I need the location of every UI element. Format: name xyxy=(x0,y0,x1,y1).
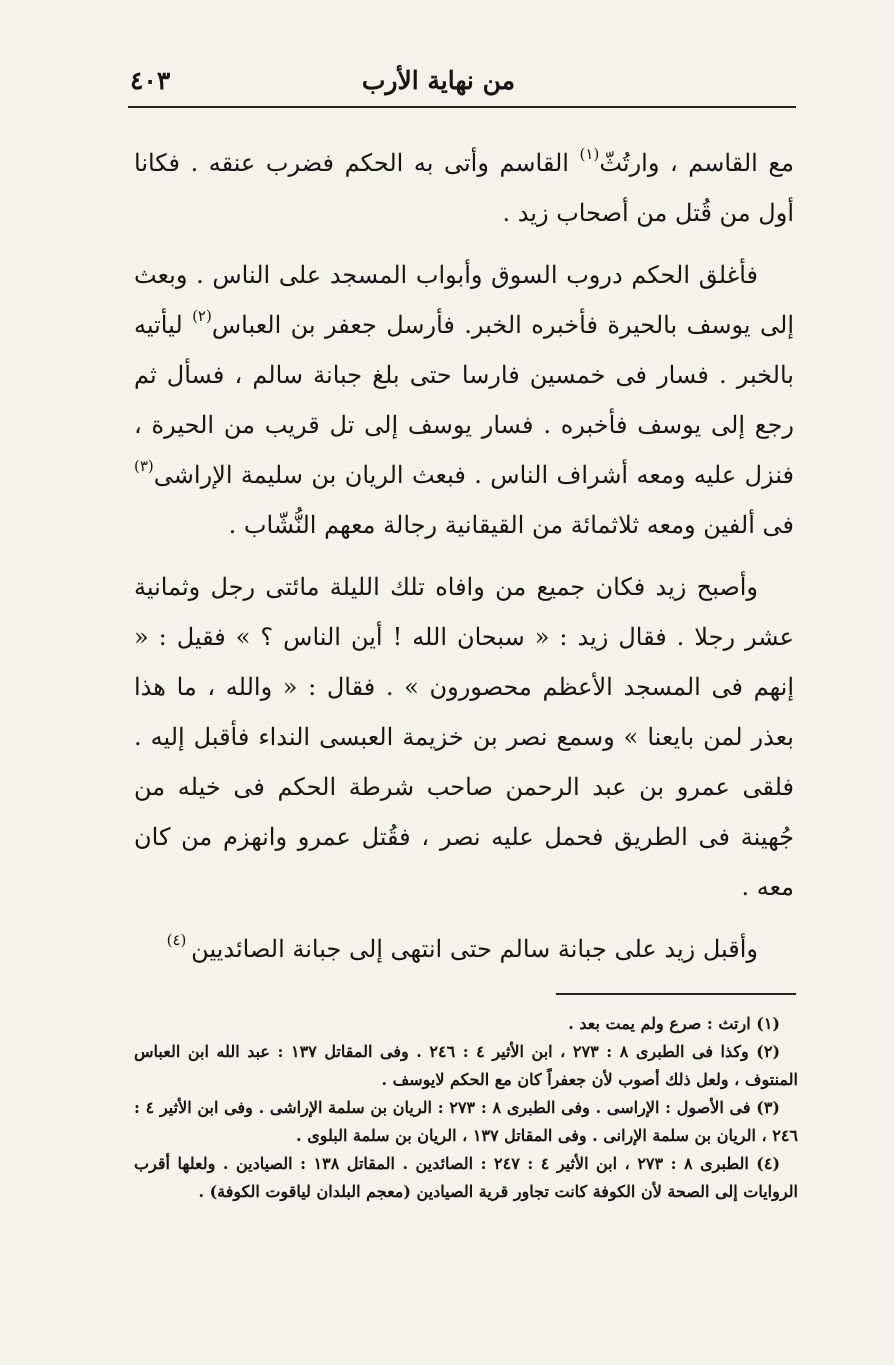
header-rule xyxy=(128,106,796,108)
paragraph-3 xyxy=(134,562,794,912)
footnote-4: (٤) الطبرى ٨ : ٢٧٣ ، ابن الأثير ٤ : ٢٤٧ : الصائدين . المقاتل ١٣٨ : الصيادين . ولعلها أقرب الروايات إلى الصحة لأن الكوفة كانت تجاور قرية الصيادين (معجم البلدان لياقوت الكوفة) . xyxy=(134,1154,798,1201)
text-segment: القاسم وأتى به الحكم فضرب عنقه . فكانا أول من قُتل من أصحاب زيد . xyxy=(134,149,794,227)
running-header xyxy=(130,62,795,102)
footnote-marker-3: (٣) xyxy=(134,457,154,475)
footnote-2: (٢) وكذا فى الطبرى ٨ : ٢٧٣ ، ابن الأثير ٤ : ٢٤٦ . وفى المقاتل ١٣٧ : عبد الله ابن العباس المنتوف ، ولعل ذلك أصوب لأن جعفراً كان مع الحكم لايوسف . xyxy=(134,1042,798,1089)
text-segment: وأقبل زيد على جبانة سالم حتى انتهى إلى جبانة الصائديين xyxy=(191,935,758,963)
text-segment: فى ألفين ومعه ثلاثمائة من القيقانية رجالة معهم النُّشّاب . xyxy=(228,511,794,539)
footnote-marker-2: (٢) xyxy=(192,307,212,325)
running-title: من نهاية الأرب xyxy=(361,66,515,95)
text-segment: فأغلق الحكم دروب السوق وأبواب المسجد على الناس . وبعث إلى يوسف بالحيرة فأخبره الخبر. فأرسل جعفر بن العباس xyxy=(134,261,794,339)
footnotes xyxy=(134,1010,798,1206)
text-segment: وأصبح زيد فكان جميع من وافاه تلك الليلة مائتى رجل وثمانية عشر رجلا . فقال زيد : « سبحان الله ! أين الناس ؟ » فقيل : « إنهم فى المسجد الأعظم محصورون » . فقال : « والله ، ما هذا بعذر لمن بايعنا » وسمع نصر بن خزيمة العبسى النداء فأقبل إليه . فلقى عمرو بن عبد الرحمن صاحب شرطة الحكم فى خيله من جُهينة فى الطريق فحمل عليه نصر ، فقُتل عمرو وانهزم من كان معه . xyxy=(134,573,795,901)
paragraph-1 xyxy=(134,138,794,238)
footnote-separator xyxy=(556,993,796,995)
paragraph-4 xyxy=(134,924,794,974)
text-segment: مع القاسم ، وارتُثّ xyxy=(599,149,794,177)
text-segment: ليأتيه بالخبر . فسار فى خمسين فارسا حتى بلغ جبانة سالم ، فسأل ثم رجع إلى يوسف فأخبره . فسار يوسف إلى تل قريب من الحيرة ، فنزل عليه ومعه أشراف الناس . فبعث الريان بن سليمة الإراشى xyxy=(134,311,794,489)
main-text xyxy=(134,138,794,974)
footnote-marker-1: (١) xyxy=(579,145,600,163)
footnote-3: (٣) فى الأصول : الإراسى . وفى الطبرى ٨ : ٢٧٣ : الريان بن سلمة الإراشى . وفى ابن الأثير ٤ : ٢٤٦ ، الريان بن سلمة الإرانى . وفى المقاتل ١٣٧ ، الريان بن سلمة البلوى . xyxy=(134,1098,798,1145)
footnote-marker-4: (٤) xyxy=(166,931,192,949)
paragraph-2 xyxy=(134,250,794,550)
footnote-1: (١) ارتث : صرع ولم يمت بعد . xyxy=(568,1014,780,1033)
page-number: ٤٠٣ xyxy=(130,66,171,95)
